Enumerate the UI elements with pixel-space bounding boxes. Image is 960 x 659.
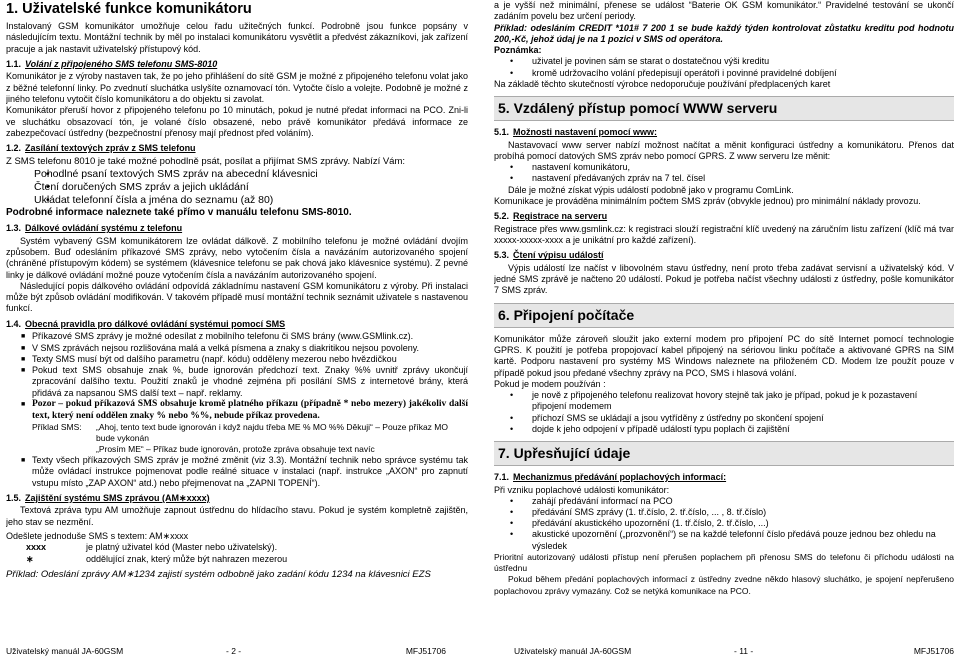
right-column [494, 0, 954, 659]
section-title: Čtení výpisu událostí [513, 250, 604, 261]
footer-code: MFJ51706 [405, 646, 446, 656]
list-item: ■ Příkazové SMS zprávy je možné odesílat z mobilního telefonu či SMS brány (www.GSMlink.cz). [32, 331, 468, 342]
section-title: Zasílání textových zpráv z SMS telefonu [25, 143, 196, 154]
list-item: • Čtení doručených SMS zpráv a jejich ukládání [34, 181, 468, 194]
section-title: Obecná pravidla pro dálkové ovládání systémui pomocí SMS [25, 318, 286, 329]
paragraph: Systém vybavený GSM komunikátorem lze ovládat dálkově. Z mobilního telefonu je možné ovládání dvojím způsobem. Buď odesláním příkazové SMS zprávy, nebo vytočením čísla a navázáním autorizovaného spojení (chráněné přístupovým kódem) se systémem (klávesnice telefonu se pak chová jako klávesnice systému). Z pevné linky je dálkové ovládání možné pouze vytočením čísla a navázáním autorizovaného spojení. [6, 235, 468, 280]
section-title: Zajištění systému SMS zprávou (AM∗xxxx) [25, 492, 210, 503]
modem-list [494, 390, 954, 435]
list-item: ■ V SMS zprávách nejsou rozlišována malá a velká písmena a znaky s diakritikou nejsou povoleny. [32, 343, 468, 354]
note-list [494, 56, 954, 78]
paragraph: Následující popis dálkového ovládání odpovídá základnímu nastavení GSM komunikátoru z výroby. Při instalaci může být způsob ovládání modifikován. V takovém případě musí montážní technik seznámit uživatele s nastavenou funkcí. [6, 280, 468, 314]
section-6-title: 6. Připojení počítače [494, 303, 954, 328]
section-5-2-heading [494, 211, 954, 223]
list-item: • zahájí předávání informací na PCO [532, 496, 954, 507]
footer-page: - 11 - [734, 646, 754, 656]
section-1-2-heading [6, 143, 468, 155]
list-item: ■ Texty SMS musí být od dalšího parametru (např. kódu) odděleny mezerou nebo hvězdičkou [32, 354, 468, 365]
list-item: • kromě udržovacího volání předepisují operátoři i povinné pravidelné dobíjení [532, 68, 954, 79]
warning-item: ■ Pozor – pokud příkazová SMS obsahuje kromě platného příkazu (případně * nebo mezery) jakékoliv další text, který není oddělen znaky % nebo %%, nebude příkaz provedena. [32, 399, 468, 422]
section-1-4-heading [6, 319, 468, 331]
footer-code: MFJ51706 [913, 646, 954, 656]
paragraph: Nastavovací www server nabízí možnost načítat a měnit konfiguraci ústředny a komunikátoru. Přenos dat probíhá pomocí datových SMS zpráv nebo pomocí GPRS. Z www serveru lze měnit: [494, 139, 954, 161]
section-number: 1.5. [6, 492, 22, 503]
paragraph: Na základě těchto skutečností výrobce nedoporučuje používání předplacených karet [494, 78, 831, 89]
section-number: 5.1. [494, 127, 510, 138]
section-number: 1.3. [6, 223, 22, 234]
section-title: Registrace na serveru [513, 211, 608, 222]
section-number: 5.2. [494, 211, 510, 222]
definition-value: oddělující znak, který může být nahrazen mezerou [86, 553, 288, 564]
feature-list [6, 168, 468, 207]
list-item: • akustické upozornění („prozvonění“) se na každé telefonní číslo předává pouze jednou bez ohledu na výsledek [532, 529, 954, 551]
paragraph: a je vyšší než minimální, přenese se událost “Baterie OK GSM komunikátor.“ Pravidelné testování se ukončí zadáním povelu bez určení periody. [494, 0, 954, 22]
section-1-3-heading [6, 223, 468, 235]
section-number: 7.1. [494, 472, 510, 483]
list-item: • nastavení předávaných zpráv na 7 tel. čísel [532, 173, 954, 184]
settings-list [494, 162, 954, 184]
list-item: • je nově z připojeného telefonu realizovat hovory stejně tak jako je případ, pokud je k pozastavení připojení modemem [532, 390, 954, 412]
list-item: • uživatel je povinen sám se starat o dostatečnou výši kreditu [532, 56, 954, 67]
section-number: 1.1. [6, 58, 22, 69]
rules-list-2 [6, 455, 468, 489]
paragraph: Výpis událostí lze načíst v libovolném stavu ústředny, není proto třeba zadávat servisní a uživatelský kód. V jedné SMS zprávě je načteno 20 událostí. Pokud je potřeba načíst všechny události z ústředny, pošle komunikátor 7 SMS zpráv. [494, 262, 954, 296]
definition-value: je platný uživatel kód (Master nebo uživatelský). [86, 542, 278, 553]
paragraph: Registrace přes www.gsmlink.cz: k registraci slouží registrační klíč uvedený na záručním listu zařízení (klíč má tvar xxxxx-xxxxx-xxxx a je unikátní pro každé zařízení). [494, 223, 954, 246]
section-1-5-heading [6, 493, 468, 505]
list-item: • Ukládat telefonní čísla a jména do seznamu (až 80) [34, 194, 468, 207]
section-7-title: 7. Upřesňující údaje [494, 441, 954, 466]
section-number: 1.4. [6, 318, 22, 329]
definition-key: ∗ [26, 553, 34, 564]
section-5-title: 5. Vzdálený přístup pomocí WWW serveru [494, 96, 954, 121]
section-1-1-heading [6, 59, 468, 71]
section-title: Volání z připojeného SMS telefonu SMS-8010 [25, 58, 218, 69]
footer-doc: Uživatelský manuál JA-60GSM [514, 646, 632, 656]
definition-row [6, 554, 468, 565]
paragraph: Dále je možné získat výpis událostí podobně jako v programu ComLink. [508, 184, 794, 195]
left-column [6, 0, 468, 659]
paragraph: Z SMS telefonu 8010 je také možné pohodlně psát, posílat a přijímat SMS zprávy. Nabízí Vám: [6, 155, 406, 167]
list-item: ■ Pokud text SMS obsahuje znak %, bude ignorován předchozí text. Znaky %% uvnitř zprávy ukončují zpracování dalšího textu. Použití znaků je vhodné zejména při posílání SMS z internetové brány, která přidává za napsanou SMS další text – např. reklamy. [32, 365, 468, 399]
section-number: 5.3. [494, 250, 510, 261]
paragraph: Textová zpráva typu AM umožňuje zapnout ústřednu do hlídacího stavu. Pokud je systém kompletně zajištěn, jeho stav se nezmění. [6, 505, 468, 527]
section-title: Dálkové ovládání systému z telefonu [25, 223, 183, 234]
definition-key: xxxx [26, 542, 47, 553]
alarm-list [494, 496, 954, 552]
paragraph: Komunikátor přeruší hovor z připojeného telefonu po 10 minutách, pokud je nutné předat informaci na PCO. Zni-li ve sluchátku obsazovací tón, je volané číslo obsazené, nebo právě komunikátor předává informace ze zabezpečovací ústředny (bezpečnostní přenosy mají přednost před voláním). [6, 105, 468, 138]
sms-example [6, 422, 468, 455]
example-line: „Ahoj, tento text bude ignorován i když najdu třeba ME % MO %% Děkuji“ – Pouze příkaz MO bude vykonán [96, 422, 448, 444]
note-label: Poznámka: [494, 45, 542, 56]
section-1-title: 1. Uživatelské funkce komunikátoru [6, 1, 252, 17]
example-paragraph: Příklad: odesláním CREDIT *101# 7 200 1 se bude každý týden kontrolovat zůstatku kreditu pod hodnotu 200,-Kč, jehož údaj je na 1 pozici v SMS od operátora. [494, 22, 954, 44]
list-item: • předávání akustického upozornění (1. tř.číslo, 2. tř.číslo, ...) [532, 518, 954, 529]
section-5-3-heading [494, 250, 954, 262]
paragraph: Při vzniku poplachové události komunikátor: [494, 484, 670, 495]
footer-left [6, 646, 446, 657]
example-line: „Prosím ME“ – Příkaz bude ignorován, protože zpráva obsahuje text navíc [96, 444, 375, 455]
footer-page: - 2 - [226, 646, 242, 656]
paragraph: Odešlete jednoduše SMS s textem: AM∗xxxx [6, 531, 189, 542]
manual-note: Podrobné informace naleznete také přímo v manuálu telefonu SMS-8010. [6, 206, 352, 218]
list-item: • nastavení komunikátoru, [532, 162, 954, 173]
rules-list [6, 331, 468, 422]
paragraph: Komunikace je prováděna minimálním počtem SMS zpráv (obvykle jednou) pro minimální náklady provozu. [494, 195, 921, 206]
paragraph: Komunikátor je z výroby nastaven tak, že po jeho přihlášení do sítě GSM je možné z připojeného telefonu volat jako z běžné telefonní linky. Po zvednutí sluchátka uslyšíte oznamovací tón. Vytočte číslo a volejte. Podobně je možné z jiného telefonu vytočit číslo komunikátoru a do objektu si zavolat. [6, 71, 468, 104]
paragraph: Pokud během předání poplachových informací z ústředny zvedne někdo hlasový sluchátko, je spojení nepřerušeno poplachovou zprávy vymazány. Což se netýká komunikace na PCO. [494, 574, 954, 596]
intro-paragraph: Instalovaný GSM komunikátor umožňuje celou řadu užitečných funkcí. Podrobně jsou funkce popsány v následujícím textu. Montážní technik by měl po instalaci komunikátoru vysvětlit a předvést zákazníkovi, jak zařízení pracuje a jak nastavit uživatelský přístupový kód. [6, 21, 468, 54]
section-7-1-heading [494, 472, 954, 484]
list-item: • dojde k jeho odpojení v případě událostí typu poplach či zajištění [532, 424, 954, 435]
section-5-1-heading [494, 127, 954, 139]
paragraph: Pokud je modem používán : [494, 378, 606, 389]
section-title: Mechanizmus předávání poplachových informací: [513, 472, 727, 483]
paragraph: Komunikátor může zároveň sloužit jako externí modem pro připojení PC do sítě Internet pomocí technologie GPRS. K použití je potřeba propojovací kabel připojený na sériovou linku počítače a aktivované GPRS na SIM kartě. Podporu nastavení pro systémy MS Windows naleznete na přiloženém CD. Modem lze použít pouze v případě pokud jsou předané všechny zprávy na PCO, SMS i hlasová volání. [494, 333, 954, 378]
section-number: 1.2. [6, 143, 22, 154]
example-label: Příklad SMS: [32, 422, 82, 433]
paragraph: Prioritní autorizovaný události přístup není přerušen poplachem při přenosu SMS do telefonu či příchodu události na ústřednu [494, 551, 954, 574]
footer-right [514, 646, 954, 657]
list-item: • předávání SMS zprávy (1. tř.číslo, 2. tř.číslo, ... , 8. tř.číslo) [532, 507, 954, 518]
list-item: • příchozí SMS se ukládají a jsou vytříděny z ústředny po skončení spojení [532, 413, 954, 424]
list-item: ■ Texty všech příkazových SMS zpráv je možné změnit (viz 3.3). Montážní technik nebo správce systému tak může ovládací instrukce pojmenovat podle reálné situace v instalaci (např. instrukce „AXON“ pro zapnutí vstupu místo „ZAP AXON“ atd.) nebo přejmenovat na „ZAPNI TOPENÍ“). [32, 455, 468, 489]
footer-doc: Uživatelský manuál JA-60GSM [6, 646, 124, 656]
section-title: Možnosti nastavení pomocí www: [513, 127, 658, 138]
list-item: • Pohodlné psaní textových SMS zpráv na abecední klávesnici [34, 168, 468, 181]
definition-row [6, 542, 468, 553]
example-paragraph: Příklad: Odeslání zprávy AM∗1234 zajistí systém odbobně jako zadání kódu 1234 na klávesnici EZS [6, 568, 431, 580]
